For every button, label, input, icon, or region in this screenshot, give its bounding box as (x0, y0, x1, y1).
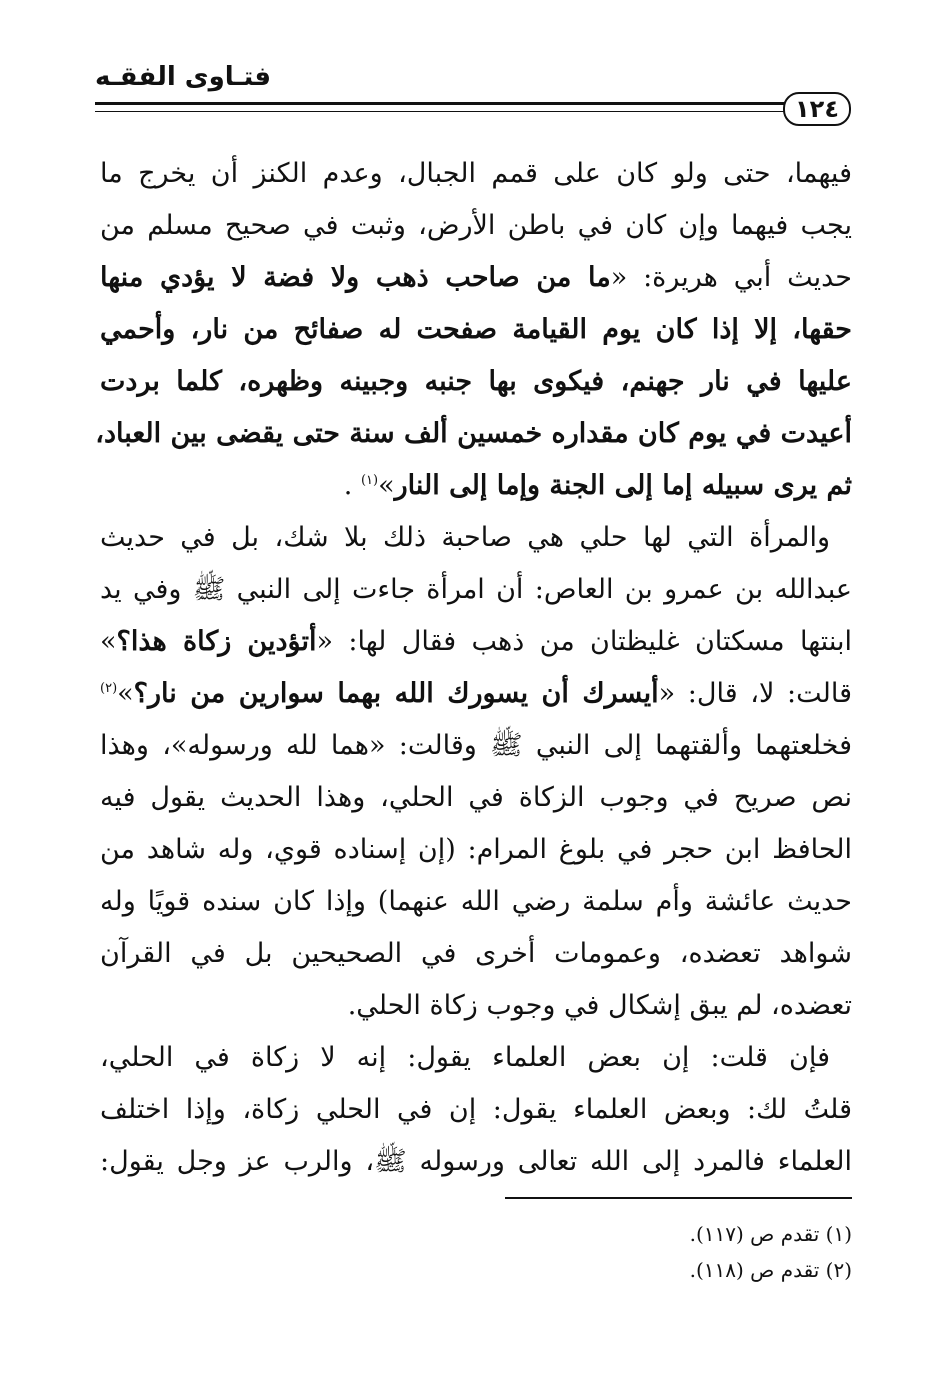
running-title: فتـاوى الفقـه (95, 62, 272, 92)
text-line (100, 148, 852, 200)
text-line (100, 356, 852, 408)
text-line (100, 928, 852, 980)
text-line (100, 304, 852, 356)
text-line (100, 616, 852, 668)
text-segment: فخلعتهما وألقتهما إلى النبي ﷺ وقالت: «هما لله ورسوله»، وهذا (100, 730, 852, 761)
text-segment: قلتُ لك: وبعض العلماء يقول: إن في الحلي زكاة، وإذا اختلف (100, 1094, 852, 1125)
text-line (100, 668, 852, 720)
text-line (100, 772, 852, 824)
footnote-separator (505, 1197, 852, 1199)
text-line (100, 1136, 852, 1188)
page-number-badge: ١٢٤ (783, 92, 851, 126)
text-segment: الحافظ ابن حجر في بلوغ المرام: (إن إسناده قوي، وله شاهد من (100, 834, 852, 865)
text-line (95, 408, 852, 460)
text-line (100, 980, 852, 1032)
footnote-marker: (١) (360, 473, 379, 488)
text-line (100, 1084, 852, 1136)
text-segment: ابنتها مسكتان غليظتان من ذهب فقال لها: « (316, 626, 852, 657)
hadith-text: ثم يرى سبيله إما إلى الجنة وإما إلى النار (394, 470, 852, 501)
text-line (100, 460, 852, 512)
text-segment: فإن قلت: إن بعض العلماء يقول: إنه لا زكاة في الحلي، (100, 1042, 830, 1073)
footnote-marker: (٢) (100, 681, 118, 696)
text-line (100, 824, 852, 876)
hadith-text: أعيدت في يوم كان مقداره خمسين ألف سنة حتى يقضى بين العباد، (95, 418, 852, 449)
footnote-2: (٢) تقدم ص (١١٨). (689, 1258, 852, 1282)
hadith-text: حقها، إلا إذا كان يوم القيامة صفحت له صفائح من نار، وأحمي (100, 314, 852, 345)
text-segment: » (117, 678, 134, 709)
text-segment: . (343, 470, 361, 501)
text-segment: يجب فيهما وإن كان في باطن الأرض، وثبت في صحيح مسلم من (100, 210, 852, 241)
hadith-text: ما من صاحب ذهب ولا فضة لا يؤدي منها (100, 262, 611, 293)
hadith-text: أتؤدين زكاة هذا؟ (116, 626, 317, 657)
text-segment: شواهد تعضده، وعمومات أخرى في الصحيحين بل في القرآن (100, 938, 852, 969)
text-segment: العلماء فالمرد إلى الله تعالى ورسوله ﷺ، والرب عز وجل يقول: (100, 1146, 852, 1177)
text-segment: والمرأة التي لها حلي هي صاحبة ذلك بلا شك، بل في حديث (100, 522, 830, 553)
text-line (100, 564, 852, 616)
text-segment: » (100, 626, 117, 657)
footnotes (500, 1216, 852, 1288)
text-segment: » (378, 470, 395, 501)
header-rule-thin (95, 111, 785, 112)
text-segment: حديث عائشة وأم سلمة رضي الله عنهما) وإذا كان سنده قويًا وله (100, 886, 852, 917)
hadith-text: عليها في نار جهنم، فيكوى بها جنبه وجبينه وظهره، كلما بردت (100, 366, 852, 397)
page-header (95, 62, 850, 122)
text-line (100, 720, 852, 772)
text-segment: تعضده، لم يبق إشكال في وجوب زكاة الحلي. (347, 990, 852, 1021)
text-line (100, 200, 852, 252)
text-segment: نص صريح في وجوب الزكاة في الحلي، وهذا الحديث يقول فيه (100, 782, 852, 813)
text-line (100, 512, 852, 564)
text-segment: حديث أبي هريرة: « (610, 262, 852, 293)
text-segment: عبدالله بن عمرو بن العاص: أن امرأة جاءت إلى النبي ﷺ وفي يد (100, 574, 852, 605)
text-segment: فيهما، حتى ولو كان على قمم الجبال، وعدم الكنز أن يخرج ما (100, 158, 852, 189)
main-text (95, 148, 853, 1188)
header-rule-thick (95, 102, 785, 105)
footnote-1: (١) تقدم ص (١١٧). (689, 1222, 852, 1246)
text-segment: قالت: لا، قال: « (658, 678, 853, 709)
text-line (100, 252, 852, 304)
hadith-text: أيسرك أن يسورك الله بهما سوارين من نار؟ (133, 678, 659, 709)
text-line (100, 876, 852, 928)
text-line (100, 1032, 852, 1084)
